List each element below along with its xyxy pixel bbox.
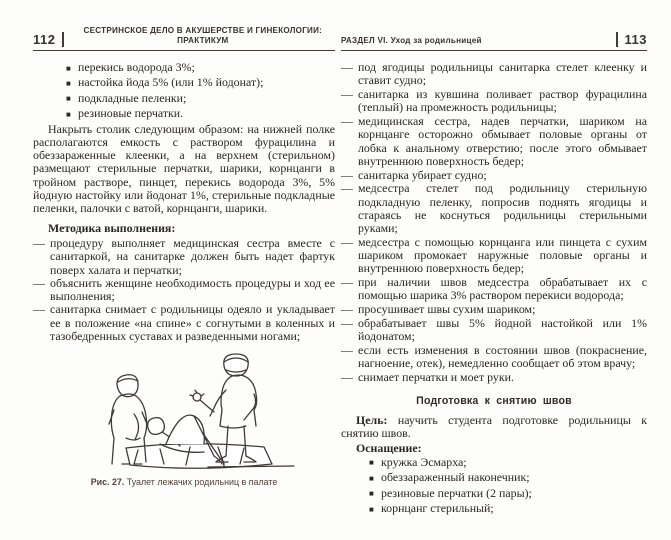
figure-caption-text: Туалет лежачих родильниц в палате: [124, 477, 278, 488]
list-item-text: настойка йода 5% (или 1% йодонат);: [78, 75, 264, 90]
square-bullet-icon: ■: [66, 94, 71, 104]
list-item: [341, 344, 647, 371]
list-item: [33, 277, 335, 304]
equipment-list-continued: [33, 61, 335, 120]
list-item-text: санитарка убирает судно;: [358, 167, 487, 182]
list-item-text: подкладные пеленки;: [78, 90, 187, 105]
running-head-left: [33, 27, 335, 51]
list-item-text: медицинская сестра, надев перчатки, шариком на корнцанге осторожно обмывает половые органы от лобка к анальному отверстию; после этого обмывает внутреннюю поверхность бедер;: [358, 113, 647, 168]
goal-paragraph: [341, 414, 647, 441]
list-item-text: резиновые перчатки.: [78, 106, 184, 121]
list-item-text: объяснить женщине необходимость процедуры и ход ее выполнения;: [50, 275, 335, 304]
list-item-text: кружка Эсмарха;: [381, 454, 467, 469]
square-bullet-icon: ■: [66, 109, 71, 119]
list-item-text: просушивает швы сухим шариком;: [358, 302, 536, 317]
page-113: [341, 27, 647, 517]
goal-text: научить студента подготовке родильницы к снятию швов.: [341, 413, 647, 441]
dash-marker: —: [341, 181, 353, 196]
figure-27: [33, 352, 335, 488]
list-item: [341, 169, 647, 182]
list-item-text: если есть изменения в состоянии швов (покраснение, нагноение, отек), немедленно сообщает об этом врачу;: [358, 342, 647, 371]
list-item-text: обрабатывает швы 5% йодной настойкой или 1% йодонатом;: [358, 315, 647, 344]
list-item-text: процедуру выполняет медицинская сестра вместе с санитаркой, на санитарке должен быть надет фартук поверх халата и перчатки;: [50, 235, 335, 277]
list-item: [341, 236, 647, 276]
dash-marker: —: [33, 302, 45, 317]
list-item-text: медсестра стелет под родильницу стерильную подкладную пеленку, попросив поднять ягодицы и стараясь не коснуться родильницы стерильными руками;: [358, 181, 647, 236]
goal-label: Цель:: [356, 413, 388, 428]
list-item-text: резиновые перчатки (2 пары);: [381, 485, 532, 500]
square-bullet-icon: ■: [369, 489, 374, 499]
list-item: [33, 107, 335, 120]
square-bullet-icon: ■: [369, 504, 374, 514]
page-number: 112: [33, 32, 56, 47]
list-item: [341, 115, 647, 168]
running-head-right: [341, 27, 647, 51]
figure-caption: [33, 477, 335, 488]
list-item-text: при наличии швов медсестра обрабатывает их с помощью шарика 3% раствором перекиси водорода;: [358, 275, 647, 303]
dash-marker: —: [341, 167, 353, 182]
dash-marker: —: [341, 315, 353, 330]
dash-marker: —: [33, 235, 45, 250]
square-bullet-icon: ■: [66, 63, 71, 73]
page-body: [341, 61, 647, 515]
list-item: [341, 182, 647, 235]
procedure-steps-list: [341, 61, 647, 384]
subheading-method: Методика выполнения:: [48, 220, 176, 235]
page-body: [33, 61, 335, 488]
header-divider: [62, 32, 63, 47]
list-item-text: санитарка снимает с родильницы одеяло и укладывает ее в положение «на спине» с согнутыми в коленных и тазобедренных суставах и разведенными ногами;: [50, 302, 335, 344]
page-number: 113: [624, 32, 647, 47]
running-title: РАЗДЕЛ VI. Уход за родильницей: [341, 36, 482, 45]
equipment-label: Оснащение:: [356, 440, 422, 455]
equipment-list: [341, 456, 647, 515]
dash-marker: —: [341, 234, 353, 249]
dash-marker: —: [33, 275, 45, 290]
dash-marker: —: [341, 86, 353, 101]
list-item: [341, 88, 647, 115]
list-item: [341, 456, 647, 469]
page-112: [33, 27, 335, 488]
figure-caption-number: Рис. 27.: [90, 477, 125, 488]
list-item: [33, 61, 335, 74]
section-heading: Подготовка к снятию швов: [416, 395, 572, 408]
list-item: [33, 303, 335, 343]
list-item: [341, 303, 647, 316]
figure-illustration: [68, 352, 300, 474]
list-item: [341, 471, 647, 484]
header-divider: [616, 32, 617, 47]
square-bullet-icon: ■: [66, 78, 71, 88]
list-item-text: обеззараженный наконечник;: [381, 470, 530, 485]
list-item-text: корнцанг стерильный;: [381, 501, 494, 516]
list-item: [341, 487, 647, 500]
dash-marker: —: [341, 302, 353, 317]
list-item-text: медсестра с помощью корнцанга или пинцета с сухим шариком промокает наружные половые органы и внутреннюю поверхность бедер;: [358, 234, 647, 276]
dash-marker: —: [341, 369, 353, 384]
method-steps-list: [33, 237, 335, 343]
list-item-text: снимает перчатки и моет руки.: [358, 369, 514, 384]
dash-marker: —: [341, 342, 353, 357]
square-bullet-icon: ■: [369, 473, 374, 483]
list-item: [341, 61, 647, 88]
list-item: [341, 371, 647, 384]
list-item-text: санитарка из кувшина поливает раствор фурацилина (теплый) на промежность родильницы;: [358, 86, 647, 115]
dash-marker: —: [341, 60, 353, 74]
list-item: [33, 92, 335, 105]
square-bullet-icon: ■: [369, 458, 374, 468]
dash-marker: —: [341, 113, 353, 128]
list-item-text: под ягодицы родильницы санитарка стелет клеенку и ставит судно;: [358, 60, 647, 88]
dash-marker: —: [341, 275, 353, 290]
list-item: [341, 317, 647, 344]
list-item: [341, 276, 647, 303]
body-paragraph: Накрыть столик следующим образом: на нижней полке располагаются емкость с раствором фурацилина и обеззараженные клеенки, а на верхнем (стерильном) размещают стерильные перчатки, шарики, корнцанги в тройном растворе, пинцет, перекись водорода 3%, 5% йодную настойку или йодонат 1%, стерильные подкладные пеленки, палочки с ватой, корнцанги, шарики.: [33, 121, 335, 216]
equipment-section: [341, 456, 647, 515]
list-item: [33, 76, 335, 89]
list-item: [33, 237, 335, 277]
running-title: СЕСТРИНСКОЕ ДЕЛО В АКУШЕРСТВЕ И ГИНЕКОЛОГИИ: ПРАКТИКУМ: [83, 26, 323, 45]
list-item-text: перекись водорода 3%;: [78, 60, 195, 74]
list-item: [341, 502, 647, 515]
